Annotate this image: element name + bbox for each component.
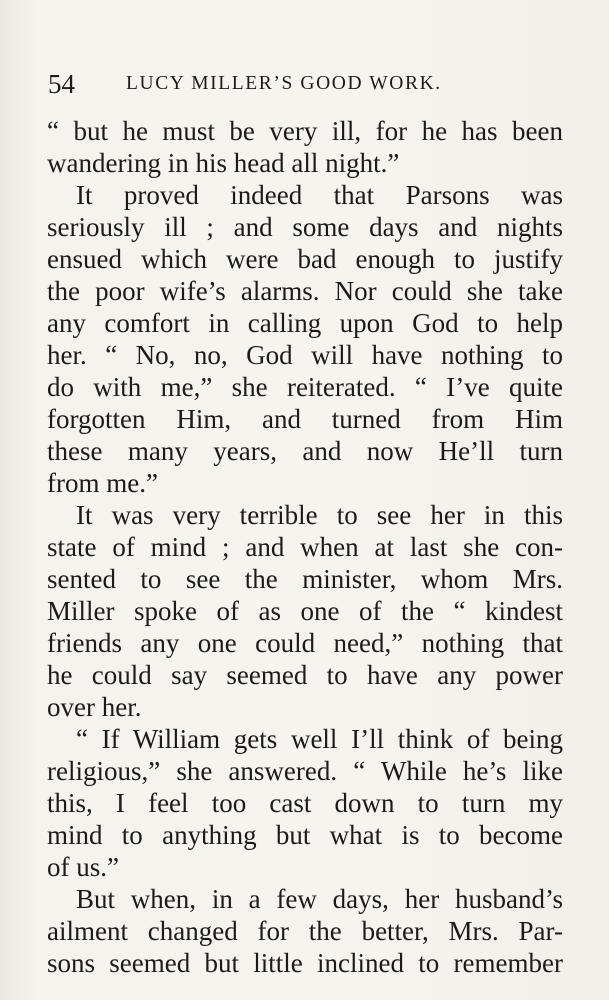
running-title: LUCY MILLER’S GOOD WORK.: [126, 73, 442, 94]
text-line: sented to see the minister, whom Mrs.: [47, 564, 563, 594]
text-line: ensued which were bad enough to justify: [47, 244, 563, 274]
text-line: religious,” she answered. “ While he’s like: [47, 756, 563, 786]
page-number: 54: [48, 69, 75, 99]
text-line: the poor wife’s alarms. Nor could she take: [47, 276, 563, 306]
text-line: these many years, and now He’ll turn: [47, 436, 563, 466]
text-line: sons seemed but little inclined to remember: [47, 948, 563, 978]
text-line: “ If William gets well I’ll think of being: [76, 724, 563, 754]
text-line: her. “ No, no, God will have nothing to: [47, 340, 563, 370]
text-line: from me.”: [47, 468, 158, 498]
text-line: state of mind ; and when at last she con-: [47, 532, 563, 562]
text-line: It was very terrible to see her in this: [76, 500, 563, 530]
text-line: do with me,” she reiterated. “ I’ve quite: [47, 372, 563, 402]
text-line: mind to anything but what is to become: [47, 820, 563, 850]
text-line: over her.: [47, 692, 142, 722]
body-text: [47, 115, 563, 979]
text-line: friends any one could need,” nothing that: [47, 628, 563, 658]
text-line: forgotten Him, and turned from Him: [47, 404, 563, 434]
text-line: “ but he must be very ill, for he has been: [47, 116, 563, 146]
text-line: this, I feel too cast down to turn my: [47, 788, 563, 818]
text-line: But when, in a few days, her husband’s: [76, 884, 563, 914]
text-line: of us.”: [47, 852, 119, 882]
running-head: [48, 66, 560, 102]
text-line: any comfort in calling upon God to help: [47, 308, 563, 338]
text-line: seriously ill ; and some days and nights: [47, 212, 563, 242]
text-line: ailment changed for the better, Mrs. Par-: [47, 916, 563, 946]
text-line: Miller spoke of as one of the “ kindest: [47, 596, 563, 626]
text-line: wandering in his head all night.”: [47, 148, 400, 178]
text-line: he could say seemed to have any power: [47, 660, 563, 690]
text-line: It proved indeed that Parsons was: [76, 180, 563, 210]
